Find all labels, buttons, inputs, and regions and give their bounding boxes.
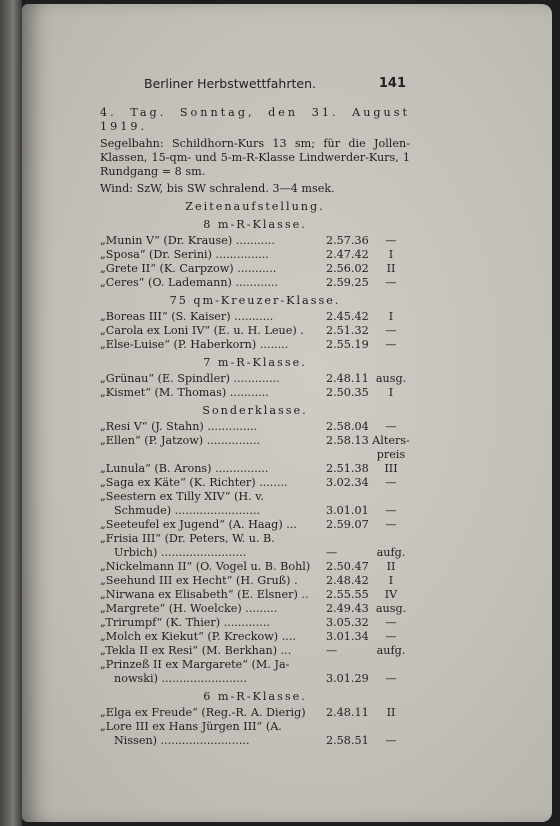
placing: II xyxy=(386,706,396,719)
finish-time: 2.48.11 xyxy=(326,706,369,719)
result-row xyxy=(100,434,410,448)
placing: II xyxy=(386,560,396,573)
placing: I xyxy=(388,310,394,323)
result-row xyxy=(100,518,410,532)
result-row xyxy=(100,630,410,644)
placing: — xyxy=(385,630,397,643)
result-row xyxy=(100,338,410,352)
result-row xyxy=(100,504,410,518)
result-row xyxy=(100,560,410,574)
class-title: 8 m-R-Klasse. xyxy=(203,218,307,231)
header-title: Berliner Herbstwettfahrten. xyxy=(144,76,316,91)
class-title: 7 m-R-Klasse. xyxy=(203,356,307,369)
finish-time: 2.58.51 xyxy=(326,734,369,747)
boat-entry: „Prinzeß II ex Margarete“ (M. Ja- xyxy=(100,658,290,671)
boat-entry: „Lore III ex Hans Jürgen III“ (A. xyxy=(100,720,282,733)
result-row xyxy=(100,602,410,616)
book-gutter xyxy=(0,0,22,826)
result-row xyxy=(100,386,410,400)
finish-time: 2.56.02 xyxy=(326,262,369,275)
placing: IV xyxy=(384,588,398,601)
boat-entry: „Tekla II ex Resi“ (M. Berkhan) ... xyxy=(100,644,292,657)
finish-time xyxy=(326,532,372,546)
finish-time: 2.50.47 xyxy=(326,560,369,573)
finish-time xyxy=(326,658,372,672)
placing: Alters- xyxy=(372,434,410,447)
finish-time: 2.51.38 xyxy=(326,462,369,475)
result-row xyxy=(100,672,410,686)
placing: — xyxy=(385,420,397,433)
result-row xyxy=(100,476,410,490)
finish-time xyxy=(326,490,372,504)
result-row xyxy=(100,462,410,476)
boat-entry: „Elga ex Freude“ (Reg.-R. A. Dierig) xyxy=(100,706,306,719)
result-row xyxy=(100,658,410,672)
result-row xyxy=(100,532,410,546)
boat-entry: „Trirumpf“ (K. Thier) ............. xyxy=(100,616,270,629)
finish-time: 3.01.29 xyxy=(326,672,369,685)
course-text: Segelbahn: Schildhorn-Kurs 13 sm; für die Jollen-Klassen, 15-qm- und 5-m-R-Klasse Lindwerder-Kurs, 1 Rundgang = 8 sm. xyxy=(100,137,410,178)
placing: I xyxy=(388,386,394,399)
boat-entry: „Ceres“ (O. Lademann) ............ xyxy=(100,276,279,289)
finish-time xyxy=(326,720,372,734)
boat-entry: „Seeteufel ex Jugend“ (A. Haag) ... xyxy=(100,518,297,531)
boat-entry: Nissen) ......................... xyxy=(114,734,250,747)
placing: aufg. xyxy=(376,644,406,657)
boat-entry: „Margrete“ (H. Woelcke) ......... xyxy=(100,602,278,615)
finish-time: — xyxy=(326,546,338,559)
page-number: 141 xyxy=(378,76,406,91)
finish-time: 2.58.13 xyxy=(326,434,369,447)
result-row xyxy=(100,644,410,658)
finish-time: 2.55.19 xyxy=(326,338,369,351)
boat-entry: „Saga ex Käte“ (K. Richter) ........ xyxy=(100,476,288,489)
boat-entry: „Munin V“ (Dr. Krause) ........... xyxy=(100,234,275,247)
placing: — xyxy=(385,324,397,337)
boat-entry: Urbich) ........................ xyxy=(114,546,247,559)
result-row xyxy=(100,706,410,720)
finish-time: 2.55.55 xyxy=(326,588,369,601)
boat-entry: „Sposa“ (Dr. Serini) ............... xyxy=(100,248,269,261)
finish-time: 2.50.35 xyxy=(326,386,369,399)
placing: — xyxy=(385,734,397,747)
result-row xyxy=(100,588,410,602)
result-row xyxy=(100,734,410,748)
boat-entry: nowski) ........................ xyxy=(114,672,247,685)
finish-time: 2.49.43 xyxy=(326,602,369,615)
boat-entry: „Nirwana ex Elisabeth“ (E. Elsner) .. xyxy=(100,588,309,601)
boat-entry: „Nickelmann II“ (O. Vogel u. B. Bohl) xyxy=(100,560,311,573)
placing xyxy=(372,720,410,734)
class-title: 6 m-R-Klasse. xyxy=(203,690,307,703)
placing: preis xyxy=(376,448,406,461)
placing xyxy=(372,658,410,672)
finish-time: 2.57.36 xyxy=(326,234,369,247)
placing: — xyxy=(385,616,397,629)
day-line: 4. Tag. Sonntag, den 31. August 1919. xyxy=(100,106,410,133)
finish-time: 2.47.42 xyxy=(326,248,369,261)
result-row xyxy=(100,490,410,504)
wind-text: Wind: SzW, bis SW schralend. 3—4 msek. xyxy=(100,182,335,195)
boat-entry: „Lunula“ (B. Arons) ............... xyxy=(100,462,269,475)
boat-entry: „Resi V“ (J. Stahn) .............. xyxy=(100,420,258,433)
result-row xyxy=(100,616,410,630)
result-row xyxy=(100,372,410,386)
finish-time: 3.01.34 xyxy=(326,630,369,643)
boat-entry: „Carola ex Loni IV“ (E. u. H. Leue) . xyxy=(100,324,304,337)
placing xyxy=(372,490,410,504)
result-row xyxy=(100,448,410,462)
section-title: Zeitenaufstellung. xyxy=(185,200,325,213)
finish-time: 2.59.07 xyxy=(326,518,369,531)
boat-entry: Schmude) ........................ xyxy=(114,504,261,517)
boat-entry xyxy=(100,448,326,462)
placing: II xyxy=(386,262,396,275)
placing: — xyxy=(385,518,397,531)
results-text xyxy=(100,106,410,748)
result-row xyxy=(100,546,410,560)
placing: III xyxy=(384,462,398,475)
class-title: 75 qm-Kreuzer-Klasse. xyxy=(169,294,341,307)
finish-time: 2.59.25 xyxy=(326,276,369,289)
boat-entry: „Grete II“ (K. Carpzow) ........... xyxy=(100,262,277,275)
placing: I xyxy=(388,574,394,587)
finish-time: 2.45.42 xyxy=(326,310,369,323)
finish-time xyxy=(326,448,372,462)
placing: — xyxy=(385,234,397,247)
result-row xyxy=(100,324,410,338)
placing: aufg. xyxy=(376,546,406,559)
boat-entry: „Else-Luise“ (P. Haberkorn) ........ xyxy=(100,338,289,351)
boat-entry: „Ellen“ (P. Jatzow) ............... xyxy=(100,434,261,447)
finish-time: — xyxy=(326,644,338,657)
finish-time: 3.05.32 xyxy=(326,616,369,629)
finish-time: 2.48.42 xyxy=(326,574,369,587)
result-row xyxy=(100,248,410,262)
finish-time: 3.01.01 xyxy=(326,504,369,517)
boat-entry: „Kismet“ (M. Thomas) ........... xyxy=(100,386,269,399)
placing: ausg. xyxy=(375,602,407,615)
result-row xyxy=(100,420,410,434)
boat-entry: „Boreas III“ (S. Kaiser) ........... xyxy=(100,310,274,323)
book-page xyxy=(22,4,552,822)
placing: — xyxy=(385,672,397,685)
result-row xyxy=(100,276,410,290)
finish-time: 2.48.11 xyxy=(326,372,369,385)
boat-entry: „Molch ex Kiekut“ (P. Kreckow) .... xyxy=(100,630,296,643)
placing: — xyxy=(385,276,397,289)
placing: I xyxy=(388,248,394,261)
boat-entry: „Grünau“ (E. Spindler) ............. xyxy=(100,372,280,385)
result-row xyxy=(100,574,410,588)
result-row xyxy=(100,234,410,248)
result-row xyxy=(100,310,410,324)
boat-entry: „Seestern ex Tilly XIV“ (H. v. xyxy=(100,490,264,503)
result-row xyxy=(100,262,410,276)
finish-time: 2.51.32 xyxy=(326,324,369,337)
boat-entry: „Frisia III“ (Dr. Peters, W. u. B. xyxy=(100,532,275,545)
finish-time: 2.58.04 xyxy=(326,420,369,433)
class-title: Sonderklasse. xyxy=(202,404,308,417)
boat-entry: „Seehund III ex Hecht“ (H. Gruß) . xyxy=(100,574,298,587)
running-header xyxy=(144,76,406,91)
finish-time: 3.02.34 xyxy=(326,476,369,489)
result-row xyxy=(100,720,410,734)
placing: — xyxy=(385,338,397,351)
placing: ausg. xyxy=(375,372,407,385)
placing: — xyxy=(385,476,397,489)
placing xyxy=(372,532,410,546)
class-list xyxy=(100,218,410,748)
placing: — xyxy=(385,504,397,517)
